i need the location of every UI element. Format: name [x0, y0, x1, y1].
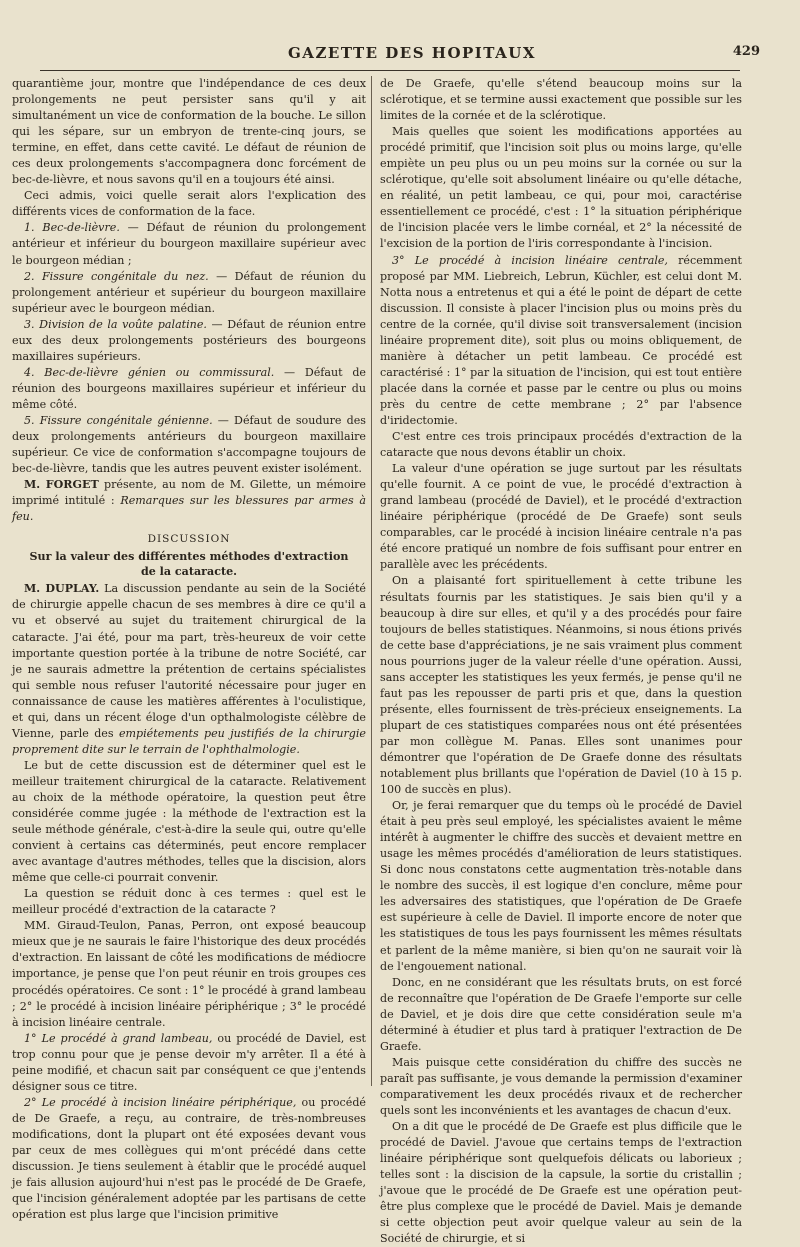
vice-text: — Défaut de réunion des bourgeons maxillaires supérieur et inférieur du même côté. [12, 365, 366, 411]
vice-text: — Défaut de soudure des deux prolongements antérieurs du bourgeon maxillaire supérieur. Ce vice de conformation s'accompagne toujours de bec-de-lièvre, tandis que les autres peuvent exister isolément. [12, 413, 366, 476]
goal-paragraph: Le but de cette discussion est de déterminer quel est le meilleur traitement chirurgical de la cataracte. Relativement au choix de la méthode opératoire, la question peut être considérée comme jugée : la méthode de l'extraction est la seule méthode générale, c'est-à-dire la seule qui, outre qu'elle convient à certains cas déterminés, peut encore remplacer avec avantage d'autres méthodes, telles que la discision, alors même que celle-ci pourrait convenir. [12, 758, 366, 885]
vice-item [12, 269, 366, 317]
vice-item [12, 317, 366, 365]
vice-item [12, 365, 366, 413]
subject-heading-line: Sur la valeur des différentes méthodes d'extraction [29, 550, 349, 564]
joked-paragraph: On a plaisanté fort spirituellement à cette tribune les résultats fournis par les statistiques. Je sais bien qu'il y a beaucoup à dire sur elles, et qu'il y a des procédés pour faire toujours de belles statistiques. Néanmoins, si nous étions privés de cette base d'appréciations, je ne sais vraiment plus comment nous pourrions juger de la valeur réelle d'une opération. Aussi, sans accepter les statistiques les yeux fermés, je pense qu'il ne faut pas les repousser de parti pris et que, dans la question présente, elles fournissent de très-précieux enseignements. La plupart de ces statistiques comparées nous ont été présentées par mon collègue M. Panas. Elles sont unanimes pour démontrer que l'opération de De Graefe donne des résultats notablement plus brillants que l'opération de Daviel (10 à 15 p. 100 de succès en plus). [380, 574, 742, 797]
procedure-text: récemment proposé par MM. Liebreich, Lebrun, Küchler, est celui dont M. Notta nous a entretenus et qui a été le point de départ de cette discussion. Il consiste à placer l'incision plus ou moins près du centre de la cornée, qu'il divise soit transversalement (incision linéaire proprement dite), soit plus ou moins obliquement, de manière à détacher un petit lambeau. Ce procédé est caractérisé : 1° par la situation de l'incision, qui est tout entière placée dans la cornée et passe par le centre ou plus ou moins près du centre de cette membrane ; 2° par l'absence d'iridectomie. [380, 253, 742, 427]
mm-paragraph: MM. Giraud-Teulon, Panas, Perron, ont exposé beaucoup mieux que je ne saurais le faire l'historique des deux procédés d'extraction. En laissant de côté les modifications de médiocre importance, je pense que l'on peut réunir en trois groupes ces procédés opératoires. Ce sont : 1° le procédé à grand lambeau ; 2° le procédé à incision linéaire périphérique ; 3° le procédé à incision linéaire centrale. [12, 919, 366, 1029]
vice-text: — Défaut de réunion du prolongement antérieur et inférieur du bourgeon maxillaire supérieur avec le bourgeon médian ; [12, 221, 366, 267]
subject-heading-line: de la cataracte. [140, 565, 238, 579]
question-paragraph: La question se réduit donc à ces termes : quel est le meilleur procédé d'extraction de la cataracte ? [12, 887, 366, 917]
vice-term: 2. Fissure congénitale du nez. [24, 269, 209, 283]
page-header [40, 42, 760, 66]
duplay-quote: empiétements peu justifiés de la chirurgie proprement dite sur le terrain de l'ophthalmologie. [12, 726, 366, 756]
vice-text: — Défaut de réunion entre eux des deux prolongements postérieurs des bourgeons maxillaires supérieurs. [12, 317, 366, 363]
opening-paragraph: quarantième jour, montre que l'indépendance de ces deux prolongements ne peut persister sans qu'il y ait simultanément un vice de conformation de la bouche. Le sillon qui les sépare, sur un embryon de trente-cinq jours, se termine, en effet, dans cette cavité. Le défaut de réunion de ces deux prolongements s'accompagnera donc forcément de bec-de-lièvre, et nous savons qu'il en a toujours été ainsi. [12, 77, 366, 187]
therefore-paragraph: Donc, en ne considérant que les résultats bruts, on est forcé de reconnaître que l'opération de De Graefe l'emporte sur celle de Daviel, et je dois dire que cette considération seule m'a déterminé à étudier et plus tard à pratiquer l'extraction de De Graefe. [380, 975, 742, 1053]
modifications-paragraph: Mais quelles que soient les modifications apportées au procédé primitif, que l'incision soit plus ou moins large, qu'elle empiète un peu plus ou un peu moins sur la cornée ou sur la sclérotique, qu'elle soit absolument linéaire ou qu'elle détache, en réalité, un petit lambeau, ce qui, pour moi, caractérise essentiellement ce procédé, c'est : 1° la situation périphérique de l'incision placée vers le limbe cornéal, et 2° la nécessité de l'excision de la portion de l'iris correspondante à l'incision. [380, 125, 742, 251]
discussion-heading: DISCUSSION [147, 533, 231, 546]
procedure-term: 1° Le procédé à grand lambeau, [24, 1031, 213, 1045]
vice-term: 5. Fissure congénitale génienne. [24, 413, 213, 427]
vice-text: — Défaut de réunion du prolongement antérieur et supérieur du bourgeon maxillaire supérieur avec le bourgeon médian. [12, 269, 367, 315]
speaker-name: M. DUPLAY. [24, 582, 100, 596]
column-divider [371, 76, 372, 1086]
vice-term: 1. Bec-de-lièvre. [24, 221, 120, 235]
vice-term: 4. Bec-de-lièvre génien ou commissural. [24, 365, 275, 379]
right-column [380, 76, 742, 1247]
procedure-paragraph [380, 253, 742, 430]
remark-paragraph: Or, je ferai remarquer que du temps où le procédé de Daviel était à peu près seul employé, les spécialistes avaient le même intérêt à augmenter le chiffre des succès et devaient mettre en usage les mêmes procédés d'amélioration de leurs statistiques. Si donc nous constatons cette augmentation très-notable dans le nombre des succès, il est logique d'en conclure, même pour les adversaires des statistiques, que l'opération de De Graefe est supérieure à celle de Daviel. Il importe encore de noter que les statistiques de tous les pays fournissent les mêmes résultats et parlent de la même manière, si bien qu'on ne saurait voir là de l'engouement national. [380, 799, 742, 973]
continuation-paragraph: de De Graefe, qu'elle s'étend beaucoup moins sur la sclérotique, et se termine aussi exactement que possible sur les limites de la cornée et de la sclérotique. [380, 77, 742, 123]
vice-item [12, 413, 366, 477]
left-column [12, 76, 366, 1223]
subject-heading [12, 549, 366, 579]
procedure-term: 2° Le procédé à incision linéaire périphérique, [24, 1095, 297, 1109]
page-number: 429 [732, 44, 760, 59]
header-rule [40, 70, 740, 71]
speaker-name: M. FORGET [24, 478, 99, 492]
duplay-paragraph [12, 581, 366, 758]
value-paragraph: La valeur d'une opération se juge surtout par les résultats qu'elle fournit. A ce point de vue, le procédé d'extraction à grand lambeau (procédé de Daviel), et le procédé d'extraction linéaire périphérique (procédé de De Graefe) sont seuls comparables, car le procédé à incision linéaire centrale n'a pas été encore pratiqué un nombre de fois suffisant pour entrer en parallèle avec les précédents. [380, 462, 742, 572]
three-procedures-paragraph: C'est entre ces trois principaux procédés d'extraction de la cataracte que nous devons établir un choix. [380, 430, 742, 460]
journal-title: GAZETTE DES HOPITAUX [288, 44, 537, 62]
procedure-text: ou procédé de De Graefe, a reçu, au contraire, de très-nombreuses modifications, dont la plupart ont été exposées devant vous par ceux de mes collègues qui m'ont précédé dans cette discussion. Je tiens seulement à établir que le procédé auquel je fais allusion aujourd'hui n'est pas le procédé de De Graefe, que l'incision généralement adoptée par les partisans de cette opération est plus large que l'incision primitive [12, 1095, 366, 1222]
admitted-paragraph: Ceci admis, voici quelle serait alors l'explication des différents vices de conformation de la face. [12, 189, 366, 219]
procedure-paragraph [12, 1095, 366, 1223]
procedure-term: 3° Le procédé à incision linéaire centrale, [392, 253, 668, 267]
since-paragraph: Mais puisque cette considération du chiffre des succès ne paraît pas suffisante, je vous demande la permission d'examiner comparativement les deux procédés rivaux et de rechercher quels sont les inconvénients et les avantages de chacun d'eux. [380, 1055, 742, 1117]
procedure-paragraph [12, 1031, 366, 1095]
vice-term: 3. Division de la voûte palatine. [24, 317, 207, 331]
vice-item [12, 220, 366, 268]
forget-paragraph [12, 477, 366, 525]
memoir-title: Remarques sur les blessures par armes à feu. [12, 494, 366, 524]
duplay-text: La discussion pendante au sein de la Société de chirurgie appelle chacun de ses membres à dire ce qu'il a vu et observé au sujet du traitement chirurgical de la cataracte. J'ai été, pour ma part, très-heureux de voir cette importante question portée à la tribune de notre Société, car je ne saurais admettre la prétention de certains spécialistes qui semble nous refuser l'autorité nécessaire pour juger en connaissance de cause les matières afférentes à l'oculistique, et qui, dans un récent éloge d'un opthalmologiste célèbre de Vienne, parle des [12, 582, 366, 740]
procedure-text: ou procédé de Daviel, est trop connu pour que je pense devoir m'y arrêter. Il a été à peine modifié, et chacun sait par conséquent ce que j'entends désigner sous ce titre. [12, 1031, 366, 1093]
forget-text: présente, au nom de M. Gilette, un mémoire imprimé intitulé : [12, 478, 366, 508]
said-paragraph: On a dit que le procédé de De Graefe est plus difficile que le procédé de Daviel. J'avoue que certains temps de l'extraction linéaire périphérique sont quelquefois délicats ou laborieux ; telles sont : la discision de la capsule, la sortie du cristallin ; j'avoue que le procédé de De Graefe est une opération peut-être plus complexe que le procédé de Daviel. Mais je demande si cette objection peut avoir quelque valeur au sein de la Société de chirurgie, et si [380, 1120, 742, 1246]
